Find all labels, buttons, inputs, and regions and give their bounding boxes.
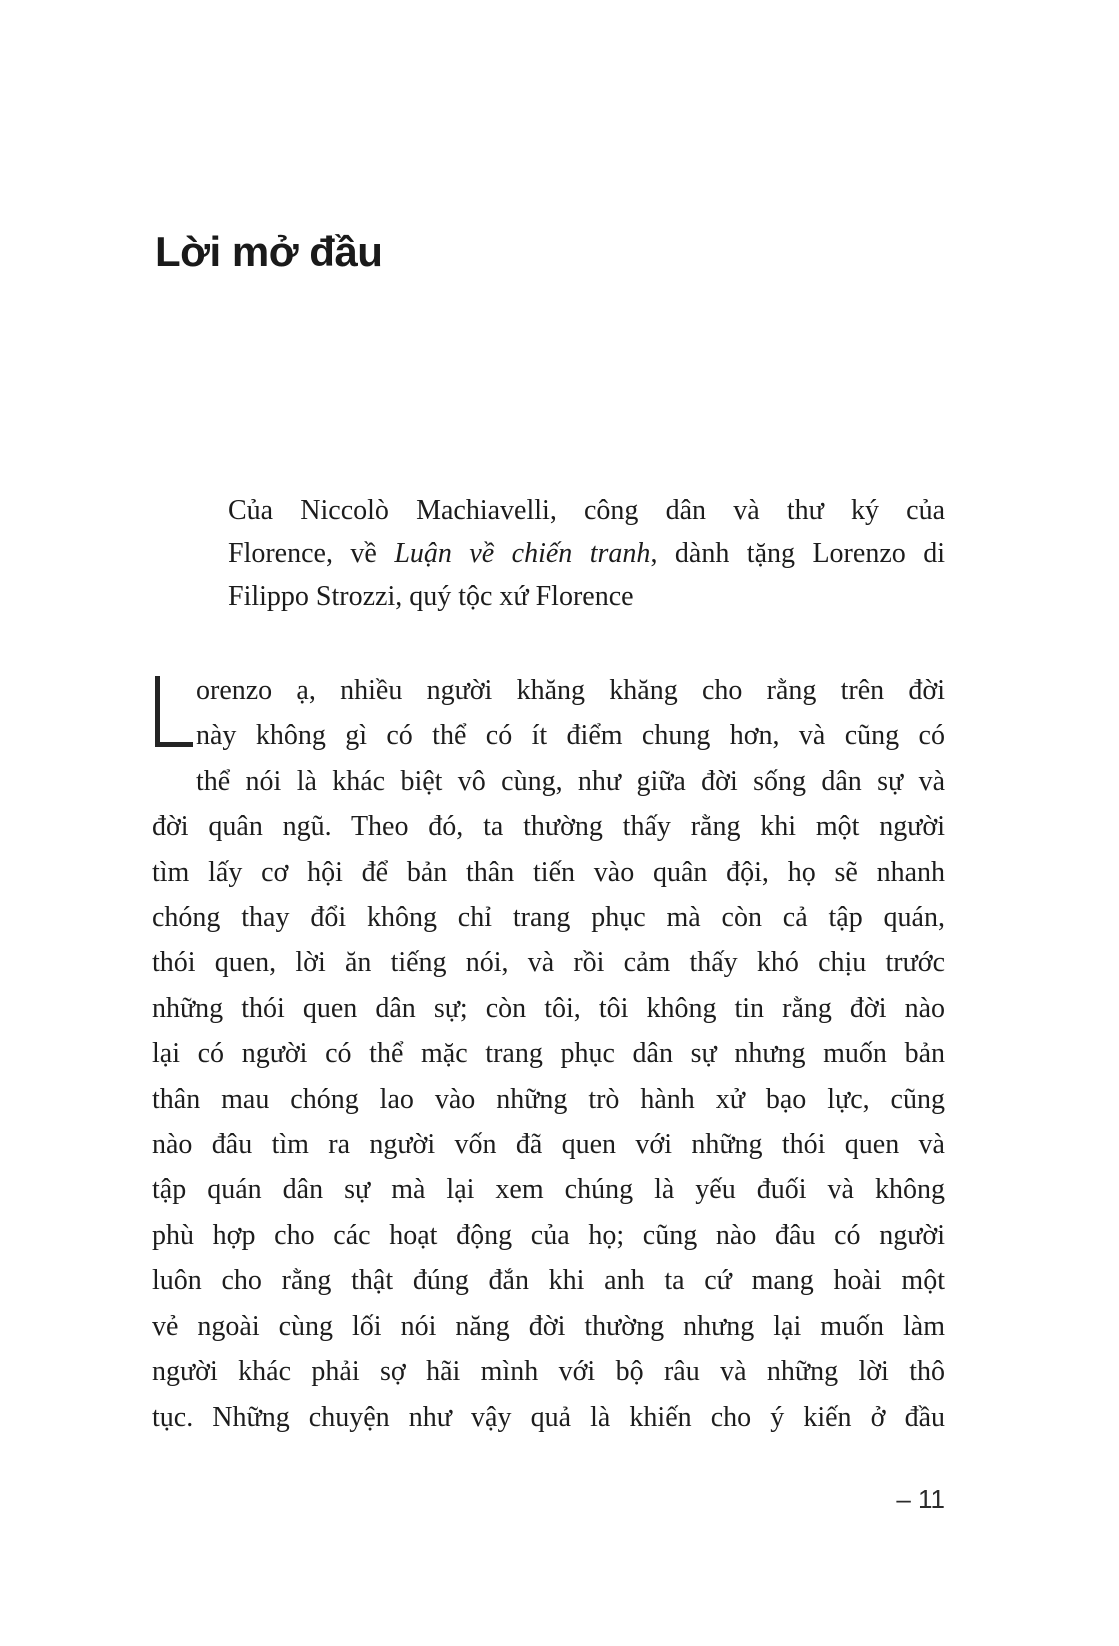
dedication-text: Filippo Strozzi, quý tộc xứ Florence bbox=[228, 581, 634, 612]
dedication-line bbox=[228, 575, 945, 618]
body-text-line: orenzo ạ, nhiều người khăng khăng cho rằng trên đời bbox=[196, 675, 945, 706]
body-text-line: lại có người có thể mặc trang phục dân sự nhưng muốn bản bbox=[152, 1038, 945, 1070]
drop-cap-text bbox=[152, 668, 153, 669]
dedication-text: Của Niccolò Machiavelli, công dân và thư ký của bbox=[228, 495, 945, 526]
body-text-line: tập quán dân sự mà lại xem chúng là yếu đuối và không bbox=[152, 1174, 945, 1206]
body-text-line: phù hợp cho các hoạt động của họ; cũng nào đâu có người bbox=[152, 1219, 945, 1251]
chapter-title: Lời mở đầu bbox=[155, 228, 383, 276]
body-text-line: nào đâu tìm ra người vốn đã quen với những thói quen và bbox=[152, 1129, 945, 1161]
body-text-line: thể nói là khác biệt vô cùng, như giữa đời sống dân sự và bbox=[196, 765, 945, 797]
body-text-line: tục. Những chuyện như vậy quả là khiến cho ý kiến ở đầu bbox=[152, 1401, 945, 1433]
dedication-line bbox=[228, 532, 945, 575]
dedication-text: , dành tặng Lorenzo di bbox=[650, 538, 945, 569]
dedication-paragraph bbox=[228, 489, 945, 618]
dedication-text: Florence, về bbox=[228, 538, 395, 569]
body-text-line: vẻ ngoài cùng lối nói năng đời thường nhưng lại muốn làm bbox=[152, 1310, 945, 1342]
body-text-line: thói quen, lời ăn tiếng nói, và rồi cảm thấy khó chịu trước bbox=[152, 947, 945, 979]
body-paragraph bbox=[152, 668, 945, 1440]
body-text-lines bbox=[152, 668, 945, 1440]
body-text-line: chóng thay đổi không chỉ trang phục mà còn cả tập quán, bbox=[152, 902, 945, 934]
body-text-line: những thói quen dân sự; còn tôi, tôi không tin rằng đời nào bbox=[152, 992, 945, 1024]
body-text-line: người khác phải sợ hãi mình với bộ râu và những lời thô bbox=[152, 1356, 945, 1388]
body-text-line: tìm lấy cơ hội để bản thân tiến vào quân đội, họ sẽ nhanh bbox=[152, 856, 945, 888]
dedication-line bbox=[228, 489, 945, 532]
drop-cap-l-shape bbox=[155, 676, 193, 747]
body-text-line: luôn cho rằng thật đúng đắn khi anh ta cứ mang hoài một bbox=[152, 1265, 945, 1297]
body-text-line: thân mau chóng lao vào những trò hành xử bạo lực, cũng bbox=[152, 1083, 945, 1115]
drop-cap-letter bbox=[152, 668, 196, 759]
body-text-line: đời quân ngũ. Theo đó, ta thường thấy rằng khi một người bbox=[152, 811, 945, 843]
book-title-italic: Luận về chiến tranh bbox=[394, 538, 651, 569]
page-number: – 11 bbox=[896, 1484, 945, 1514]
body-text-line: này không gì có thể có ít điểm chung hơn, và cũng có bbox=[196, 720, 945, 752]
